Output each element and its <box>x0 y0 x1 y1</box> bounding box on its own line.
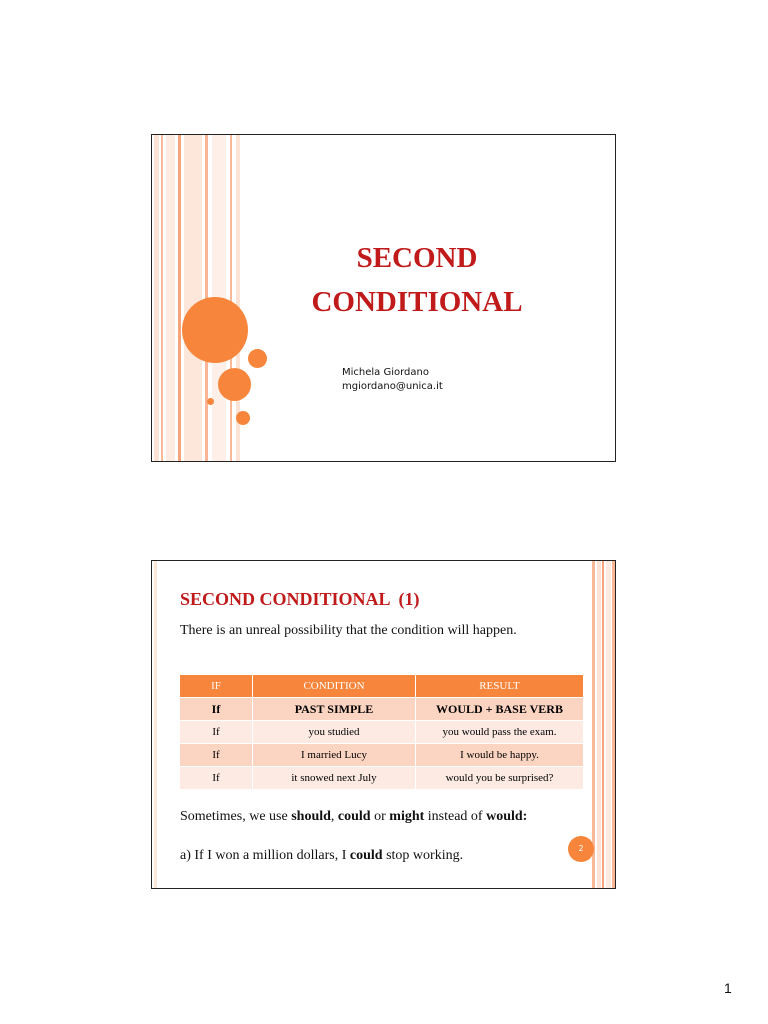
intro-text: There is an unreal possibility that the condition will happen. <box>180 623 517 638</box>
note-text-part: instead of <box>424 809 487 824</box>
decor-stripe <box>161 135 163 461</box>
table-cell: you would pass the exam. <box>416 721 584 744</box>
slide-heading: SECOND CONDITIONAL (1) <box>180 589 420 609</box>
decor-stripe <box>184 135 202 461</box>
table-cell: If <box>180 721 253 744</box>
page-number: 1 <box>724 980 732 996</box>
slide-title-line2: CONDITIONAL <box>311 286 523 318</box>
decor-circle <box>218 368 251 401</box>
table-cell: I married Lucy <box>253 744 416 767</box>
table-cell: PAST SIMPLE <box>253 698 416 721</box>
keyword-could: could <box>349 848 383 863</box>
decor-circle <box>236 411 250 425</box>
keyword-would: would: <box>486 809 528 824</box>
example-text-part: a) If I won a million dollars, I <box>180 848 350 863</box>
decor-stripe <box>606 561 611 888</box>
table-cell: it snowed next July <box>253 767 416 790</box>
decor-circle <box>248 349 267 368</box>
decor-stripe <box>154 561 157 888</box>
decor-stripe <box>178 135 181 461</box>
table-row <box>180 744 584 767</box>
note-text <box>180 807 586 826</box>
column-header: RESULT <box>416 675 584 698</box>
author-email: mgiordano@unica.it <box>342 381 443 392</box>
table-cell: WOULD + BASE VERB <box>416 698 584 721</box>
note-text-part: Sometimes, we use <box>180 809 292 824</box>
table-cell: you studied <box>253 721 416 744</box>
example-text-part: stop working. <box>382 848 464 863</box>
table-cell: If <box>180 767 253 790</box>
decor-stripe <box>230 135 232 461</box>
keyword-might: might <box>389 809 425 824</box>
title-slide <box>151 134 616 462</box>
table-cell: I would be happy. <box>416 744 584 767</box>
table-row <box>180 767 584 790</box>
table-cell: If <box>180 744 253 767</box>
decor-circle <box>207 398 214 405</box>
note-text-part: or <box>370 809 390 824</box>
conditional-table <box>180 675 584 789</box>
decor-stripe <box>612 561 615 888</box>
keyword-should: should <box>291 809 331 824</box>
keyword-could: could <box>337 809 371 824</box>
slide-number-badge: 2 <box>568 836 594 862</box>
content-slide <box>151 560 616 889</box>
decor-stripe <box>592 561 595 888</box>
example-text <box>180 846 586 865</box>
author-name: Michela Giordano <box>342 367 429 378</box>
table-cell: If <box>180 698 253 721</box>
slide-title-line1: SECOND <box>356 242 478 274</box>
decor-stripe <box>597 561 601 888</box>
decor-stripe <box>154 135 159 461</box>
decor-stripe <box>602 561 604 888</box>
table-header-row <box>180 675 584 698</box>
column-header: CONDITION <box>253 675 416 698</box>
table-cell: would you be surprised? <box>416 767 584 790</box>
table-row <box>180 721 584 744</box>
note-text-part: , <box>330 809 338 824</box>
decor-stripe <box>166 135 175 461</box>
table-row <box>180 698 584 721</box>
decor-circle <box>182 297 248 363</box>
column-header: IF <box>180 675 253 698</box>
